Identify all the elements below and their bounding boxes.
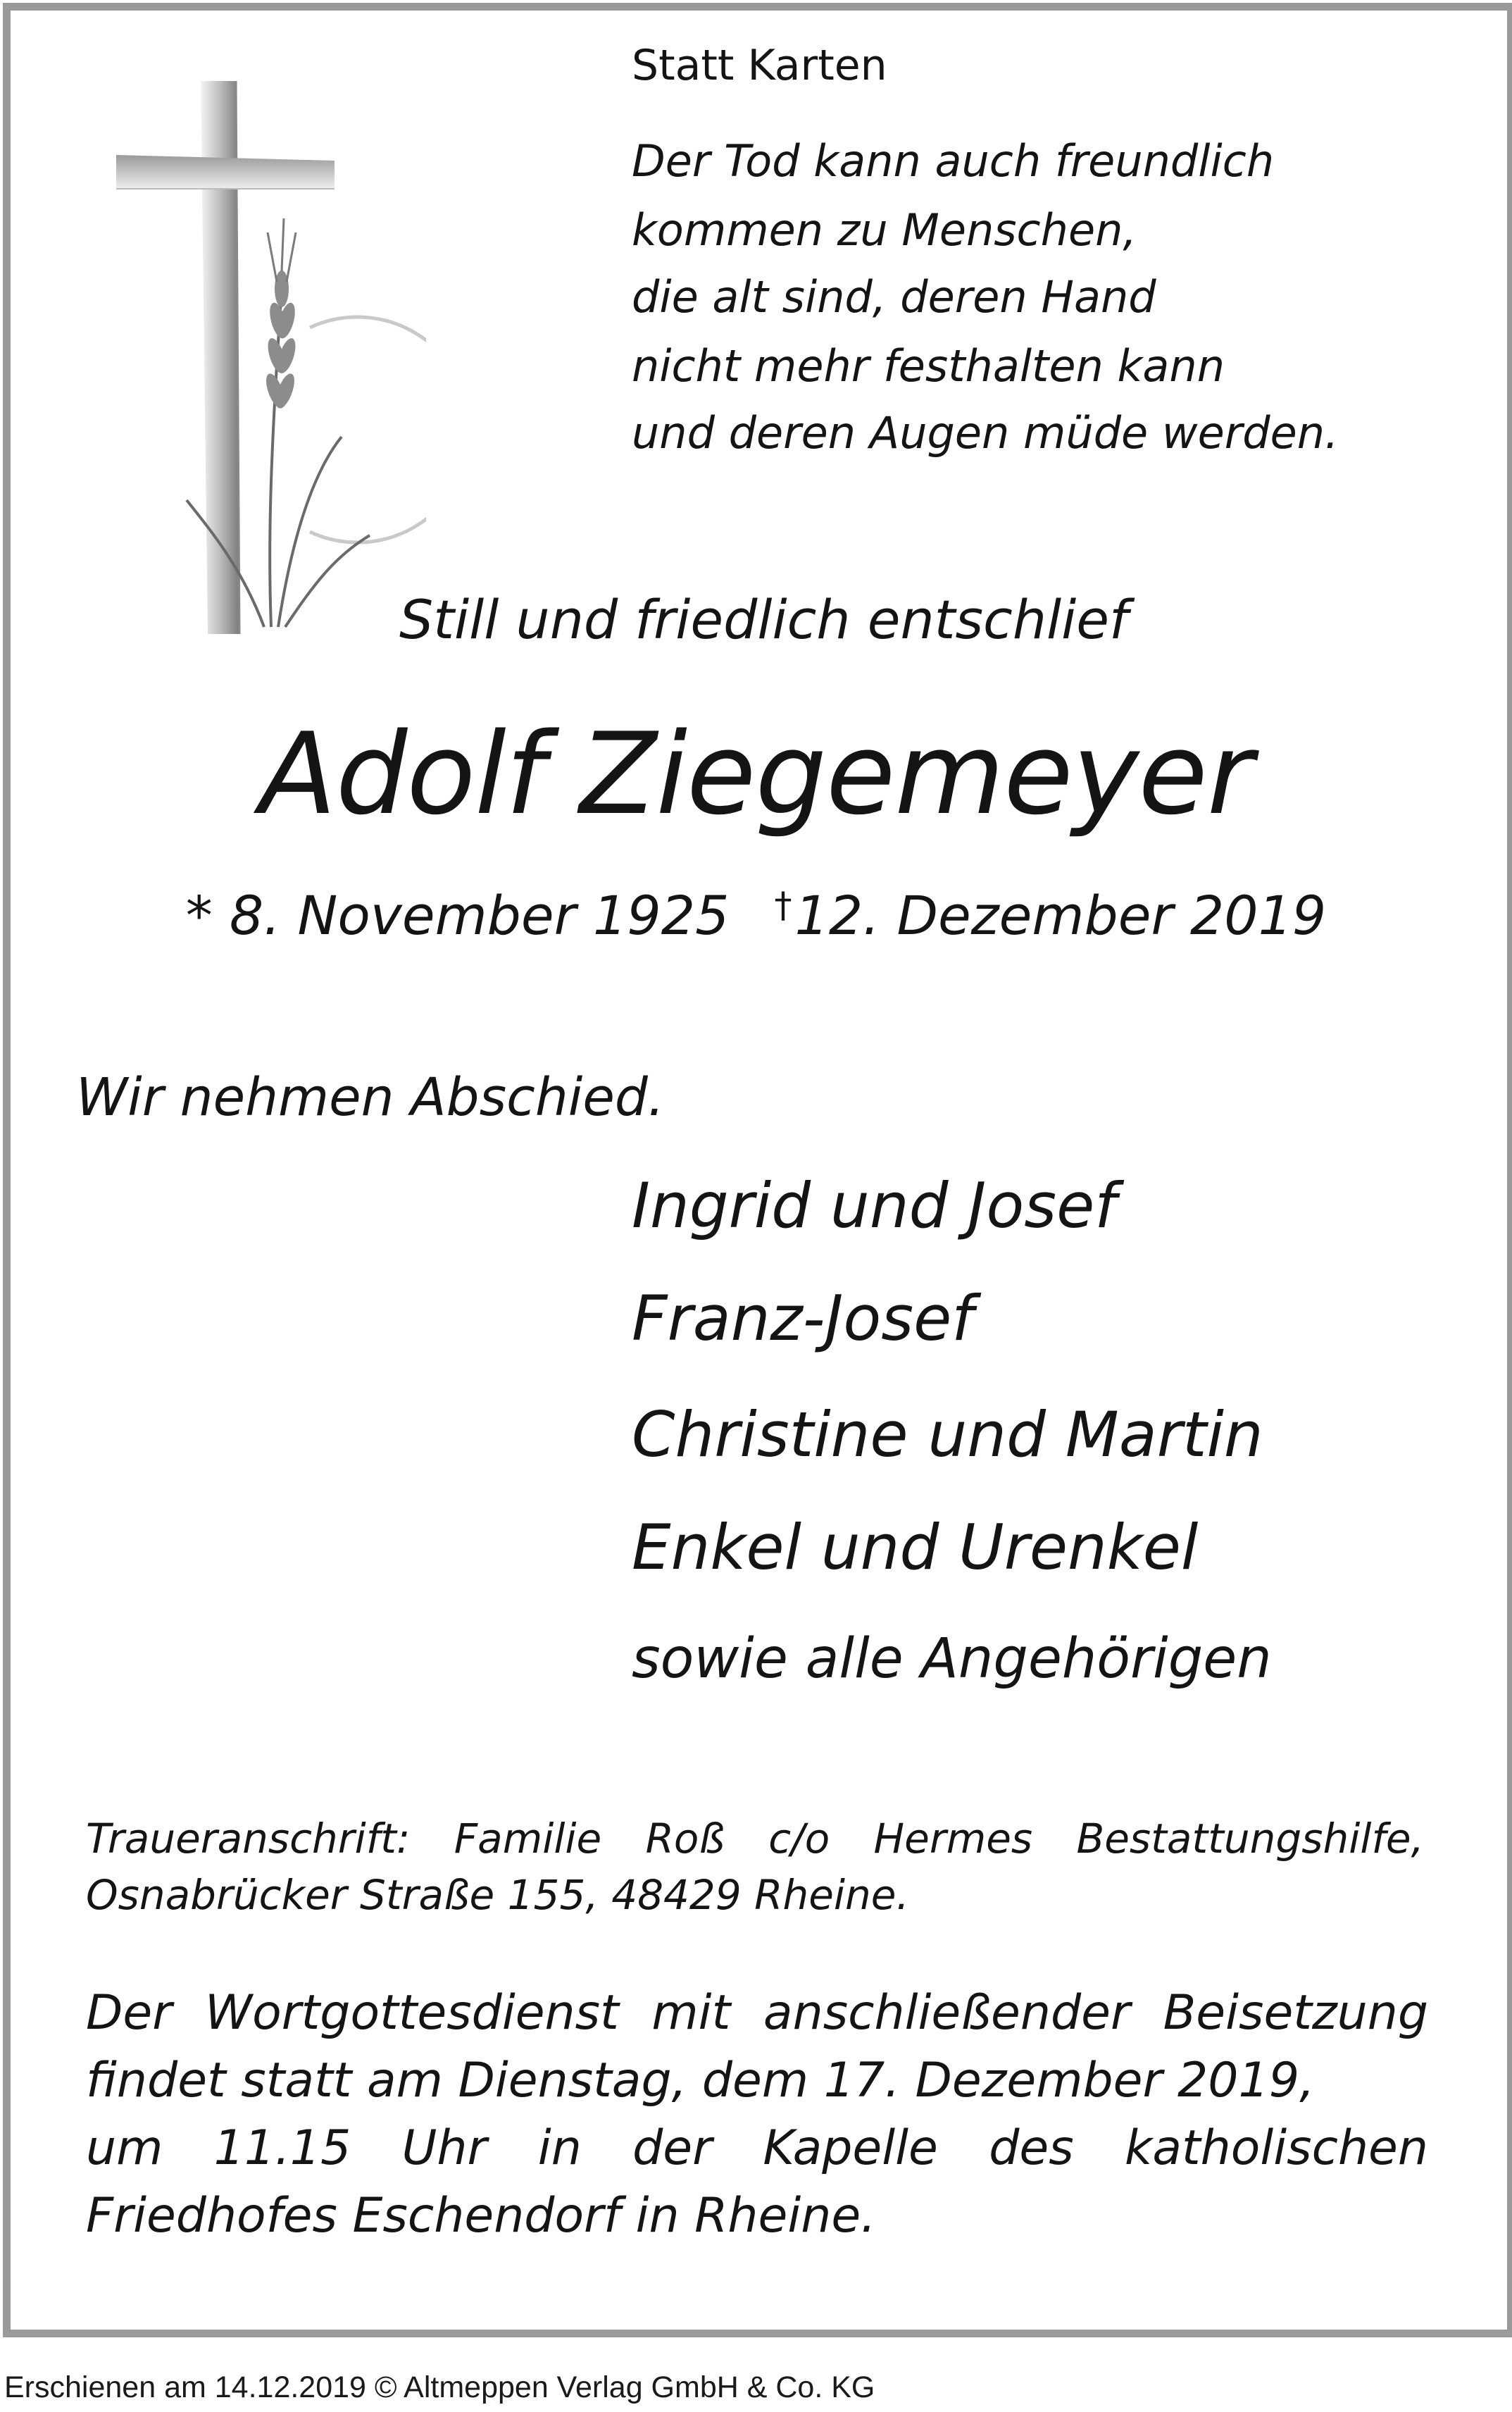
- address-line-2: Osnabrücker Straße 155, 48429 Rheine.: [86, 1871, 909, 1919]
- statt-karten-label: Statt Karten: [632, 41, 887, 90]
- mourning-address: [86, 1810, 1424, 1923]
- address-line-1: Traueranschrift: Familie Roß c/o Hermes Bestattungshilfe,: [86, 1815, 1424, 1863]
- mourner-5: sowie alle Angehörigen: [632, 1627, 1272, 1691]
- mourner-2: Franz-Josef: [632, 1282, 974, 1355]
- farewell-text: Wir nehmen Abschied.: [76, 1067, 665, 1128]
- service-line-3: um 11.15 Uhr in der Kapelle des katholischen: [86, 2120, 1428, 2176]
- service-line-2: findet statt am Dienstag, dem 17. Dezember 2019,: [86, 2053, 1315, 2108]
- poem-line-5: und deren Augen müde werden.: [632, 407, 1339, 459]
- service-line-1: Der Wortgottesdienst mit anschließender Beisetzung: [86, 1985, 1428, 2041]
- death-date: 12. Dezember 2019: [794, 884, 1327, 947]
- service-line-4: Friedhofes Eschendorf in Rheine.: [86, 2188, 876, 2244]
- dagger-icon: †: [774, 885, 792, 926]
- mourner-1: Ingrid und Josef: [632, 1169, 1117, 1242]
- poem-line-3: die alt sind, deren Hand: [632, 271, 1156, 323]
- poem-line-1: Der Tod kann auch freundlich: [632, 135, 1275, 187]
- poem-line-4: nicht mehr festhalten kann: [632, 340, 1225, 392]
- deceased-name: Adolf Ziegemeyer: [259, 708, 1253, 840]
- birth-date: * 8. November 1925: [185, 884, 730, 947]
- service-info: [86, 1979, 1428, 2250]
- life-dates: [0, 884, 1512, 947]
- poem-line-2: kommen zu Menschen,: [632, 204, 1137, 256]
- cross-with-wheat-icon: [109, 77, 426, 641]
- lead-text: Still und friedlich entschlief: [399, 588, 1128, 651]
- mourner-4: Enkel und Urenkel: [632, 1511, 1199, 1584]
- publication-footer: Erschienen am 14.12.2019 © Altmeppen Verlag GmbH & Co. KG: [4, 2370, 875, 2404]
- mourner-3: Christine und Martin: [632, 1398, 1263, 1471]
